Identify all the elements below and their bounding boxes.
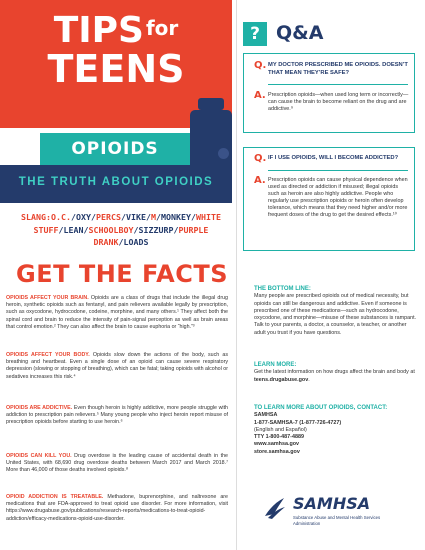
column-divider bbox=[236, 0, 237, 550]
slang-separator: / bbox=[91, 212, 97, 222]
learn-more: LEARN MORE: Get the latest information on how drugs affect the brain and body at teens.drugabuse.gov. bbox=[254, 362, 418, 384]
fact-item: OPIOIDS ARE ADDICTIVE. Even though heroin is highly addictive, more people struggle with addiction to prescription pain relievers.⁵ Many young people who inject heroin report misuse of prescription opioids before starting to use heroin.⁶ bbox=[6, 405, 228, 426]
slang-separator: / bbox=[121, 212, 126, 222]
slang-term: MONKEY bbox=[160, 212, 191, 222]
facts-heading: GET THE FACTS bbox=[16, 260, 229, 288]
store-link[interactable]: store.samhsa.gov bbox=[254, 448, 300, 455]
slang-label: SLANG: bbox=[21, 212, 52, 222]
q-letter: Q. bbox=[254, 153, 267, 164]
bottom-line-heading: THE BOTTOM LINE: bbox=[254, 286, 311, 292]
slang-term: OXY bbox=[76, 212, 92, 222]
slang-term: WHITE STUFF bbox=[33, 212, 221, 235]
title-tips: TIPS for bbox=[53, 10, 179, 51]
pill-bottle-cap-icon bbox=[198, 98, 224, 110]
fact-item: OPIOIDS CAN KILL YOU. Drug overdose is the leading cause of accidental death in the United States, with 68,690 drug overdose deaths between March 2017 and March 2018.⁷ More than 46,000 of those deaths involved opioids.⁸ bbox=[6, 453, 228, 474]
contact-heading: TO LEARN MORE ABOUT OPIOIDS, CONTACT: bbox=[254, 405, 388, 411]
fact-item: OPIOIDS AFFECT YOUR BODY. Opioids slow down the actions of the body, such as breathing and heartbeat. Even a single dose of an opioid can cause severe respiratory depression (slowing or stopping of breathing), which can be fatal; taking opioids with alcohol or sedatives increases this risk.⁴ bbox=[6, 352, 228, 380]
slang-term: O.C. bbox=[51, 212, 72, 222]
slang-separator: / bbox=[145, 212, 151, 222]
title-for: for bbox=[145, 16, 179, 40]
slang-term: M bbox=[150, 212, 156, 222]
a-letter: A. bbox=[254, 90, 266, 101]
slang-separator: / bbox=[83, 224, 89, 235]
slang-term: LEAN bbox=[63, 224, 84, 235]
teens-link[interactable]: teens.drugabuse.gov bbox=[254, 376, 309, 383]
qa-heading: Q&A bbox=[276, 22, 324, 44]
slang-separator: / bbox=[71, 212, 77, 222]
samhsa-logo-sub: Substance Abuse and Mental Health Services Administration bbox=[293, 515, 381, 526]
q-letter: Q. bbox=[254, 60, 267, 71]
slang-term: LOADS bbox=[123, 237, 149, 247]
samhsa-logo-word: SAMHSA bbox=[293, 494, 371, 513]
hhs-eagle-logo-icon bbox=[262, 494, 288, 522]
slang-separator: / bbox=[155, 212, 161, 222]
a-letter: A. bbox=[254, 175, 266, 186]
divider bbox=[268, 170, 408, 171]
learn-more-heading: LEARN MORE: bbox=[254, 362, 297, 368]
slang-separator: / bbox=[173, 224, 179, 235]
slang-separator: / bbox=[58, 224, 64, 235]
bottom-line bbox=[254, 286, 418, 337]
fact-item: OPIOIDS AFFECT YOUR BRAIN. Opioids are a class of drugs that include the illegal drug heroin, synthetic opioids such as fentanyl, and pain relievers available legally by prescription, such as oxycodone, hydrocodone, codeine, morphine, and many others.¹ They affect both the spinal cord and brain to reduce the intensity of pain-signal perception as well as brain areas that control emotion.² They can also affect the brain to cause euphoria or “high.”³ bbox=[6, 295, 228, 330]
fact-item: OPIOID ADDICTION IS TREATABLE. Methadone, buprenorphine, and naltrexone are medications that are FDA-approved to treat opioid use disorder. For more information, visit https://www.drugabuse.gov/publications/research-reports/medications-to-treat-opioid-addiction/efficacy-medications-opioid-use-disorder. bbox=[6, 494, 228, 522]
slang-term: VIKE bbox=[126, 212, 146, 222]
title-teens: TEENS bbox=[47, 47, 185, 91]
qa-card: Q. IF I USE OPIOIDS, WILL I BECOME ADDICTED? A. Prescription opioids can cause physical dependence when used as directed or addiction if misused; illegal opioids such as heroin are also highly addictive. People who regularly use prescription opioids or heroin often develop tolerance, which means that they need higher and/or more frequent doses of the drug to get the desired effects.¹⁰ bbox=[243, 147, 415, 251]
samhsa-link[interactable]: www.samhsa.gov bbox=[254, 441, 300, 448]
topic-label: OPIOIDS bbox=[40, 133, 190, 165]
question-mark-icon: ? bbox=[243, 22, 267, 46]
subtitle: THE TRUTH ABOUT OPIOIDS bbox=[18, 176, 214, 188]
qa-card: Q. MY DOCTOR PRESCRIBED ME OPIOIDS. DOESN’T THAT MEAN THEY’RE SAFE? A. Prescription opioids—when used long term or incorrectly—can cause the brain to become reliant on the drug and are addictive.⁹ bbox=[243, 53, 415, 133]
slang-separator: / bbox=[118, 237, 124, 247]
slang-term: SCHOOLBOY bbox=[88, 224, 134, 235]
contact-block: TO LEARN MORE ABOUT OPIOIDS, CONTACT: SAMHSA 1-877-SAMHSA-7 (1-877-726-4727) (English and Español) TTY 1-800-487-4889 www.samhsa.gov store.samhsa.gov bbox=[254, 405, 418, 456]
slang-separator: / bbox=[190, 212, 196, 222]
slang-term: PERCS bbox=[96, 212, 121, 222]
slang-separator: / bbox=[133, 224, 139, 235]
pill-icon bbox=[218, 148, 229, 159]
slang-term: SIZZURP bbox=[138, 224, 174, 235]
slang-list bbox=[16, 211, 226, 249]
divider bbox=[268, 84, 408, 85]
bottom-line-body: Many people are prescribed opioids out of medical necessity, but opioids can still be dangerous and addictive. Even if someone is prescribed one of these medications—such as hydrocodone, oxycodone, and morphine—misuse of these substances is rampant. Talk to your parents, a doctor, a counselor, a teacher, or another adult you trust if you have questions. bbox=[254, 293, 417, 336]
slang-term: PURPLE DRANK bbox=[93, 224, 209, 247]
pill-bottle-icon bbox=[190, 110, 232, 170]
